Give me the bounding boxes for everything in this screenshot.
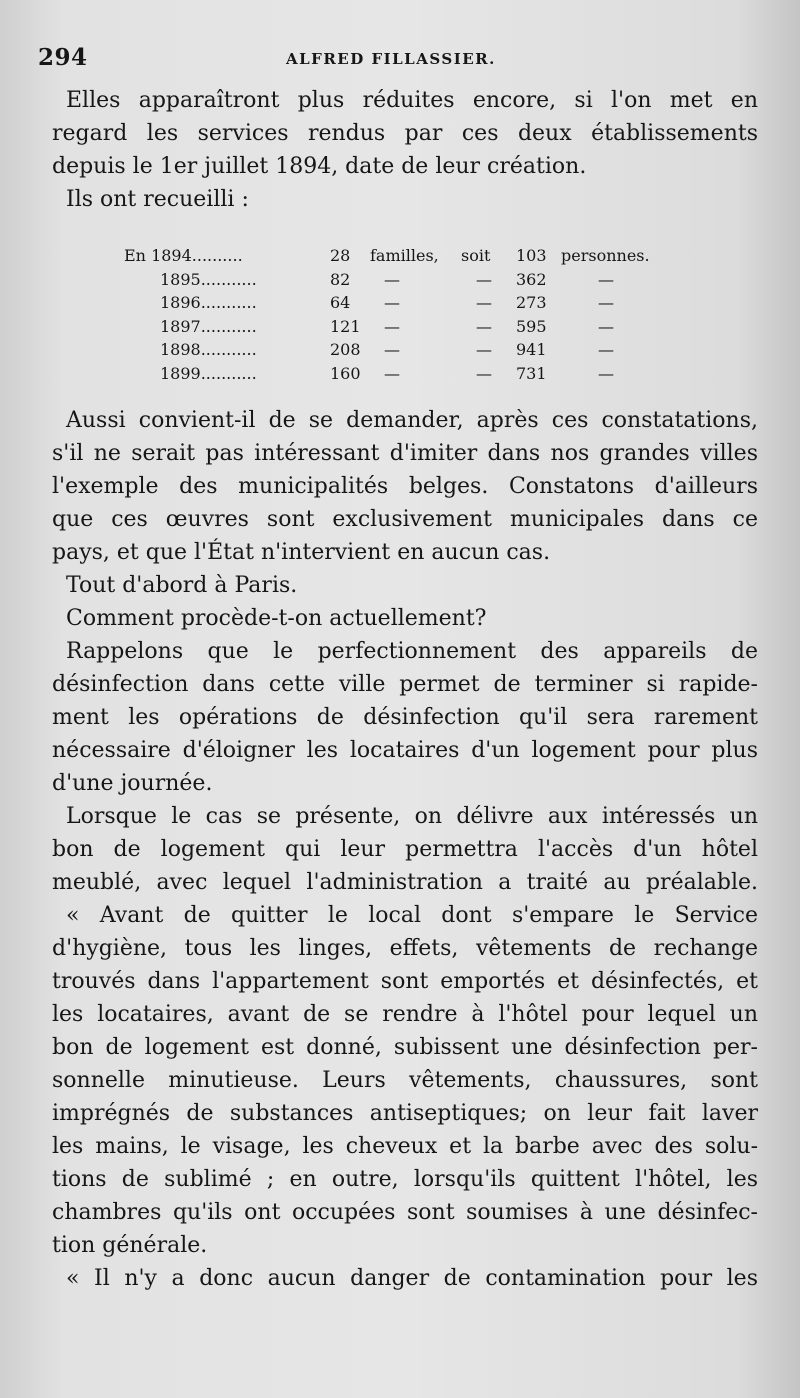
persons-cell: 595 [516,316,547,336]
ditto-mark: — [476,363,492,383]
ditto-mark: — [598,363,614,383]
text-line: ment les opérations de désinfection qu'il sera rarement [52,705,758,730]
text-line: depuis le 1er juillet 1894, date de leur création. [52,154,587,179]
ditto-mark: — [384,293,400,312]
text-line: d'hygiène, tous les linges, effets, vêtements de rechange [52,936,758,961]
body-text [52,404,758,1295]
text-line: Comment procède-t-on actuellement? [66,606,487,631]
page-number: 294 [38,44,88,71]
table-row [124,268,684,292]
ditto-mark: — [384,269,400,289]
ditto-mark: — [476,316,492,336]
ditto-mark: — [598,340,614,359]
families-cell: 160 [330,363,361,383]
persons-cell: 103 [516,246,547,265]
text-line: pays, et que l'État n'intervient en aucun cas. [52,540,551,565]
text-line: Tout d'abord à Paris. [66,573,298,598]
families-cell: 82 [330,269,351,289]
soit-label: soit [461,246,491,265]
ditto-mark: — [384,363,400,383]
year-cell: 1898........... [160,340,257,359]
families-cell: 28 [330,246,351,265]
page-header [38,44,762,74]
text-line: regard les services rendus par ces deux établissements [52,121,758,146]
text-line: nécessaire d'éloigner les locataires d'un logement pour plus [52,738,758,763]
running-head: ALFRED FILLASSIER. [286,50,496,68]
text-line: les mains, le visage, les cheveux et la barbe avec des solu- [52,1134,758,1159]
families-cell: 208 [330,340,361,359]
text-line: les locataires, avant de se rendre à l'hôtel pour lequel un [52,1002,758,1027]
text-line: bon de logement est donné, subissent une désinfection per- [52,1035,758,1060]
statistics-table [124,244,684,385]
text-line: d'une journée. [52,771,213,796]
table-row [124,362,684,386]
families-label: familles, [370,246,439,265]
text-line: tions de sublimé ; en outre, lorsqu'ils quittent l'hôtel, les [52,1167,758,1192]
ditto-mark: — [598,316,614,336]
table-row [124,291,684,315]
persons-cell: 941 [516,340,547,359]
ditto-mark: — [476,269,492,289]
text-line: Elles apparaîtront plus réduites encore, si l'on met en [66,88,758,113]
year-cell: 1897........... [160,316,257,336]
text-line: Aussi convient-il de se demander, après ces constatations, [66,408,758,433]
text-line: Ils ont recueilli : [66,187,249,212]
persons-cell: 273 [516,293,547,312]
text-line: Rappelons que le perfectionnement des appareils de [66,639,758,664]
text-line: tion générale. [52,1233,208,1258]
text-line: « Il n'y a donc aucun danger de contamination pour les [66,1266,758,1291]
text-line: sonnelle minutieuse. Leurs vêtements, chaussures, sont [52,1068,758,1093]
intro-paragraph [52,84,758,216]
year-cell: 1896........... [160,293,257,312]
ditto-mark: — [476,293,492,312]
year-cell: 1899........... [160,363,257,383]
text-line: chambres qu'ils ont occupées sont soumises à une désinfec- [52,1200,758,1225]
ditto-mark: — [384,316,400,336]
text-line: trouvés dans l'appartement sont emportés et désinfectés, et [52,969,758,994]
families-cell: 121 [330,316,361,336]
year-cell: 1895........... [160,269,257,289]
ditto-mark: — [476,340,492,359]
ditto-mark: — [384,340,400,359]
text-line: que ces œuvres sont exclusivement municipales dans ce [52,507,758,532]
table-row [124,338,684,362]
ditto-mark: — [598,269,614,289]
persons-cell: 731 [516,363,547,383]
persons-cell: 362 [516,269,547,289]
text-line: Lorsque le cas se présente, on délivre aux intéressés un [66,804,758,829]
families-cell: 64 [330,293,351,312]
ditto-mark: — [598,293,614,312]
text-line: meublé, avec lequel l'administration a traité au préalable. [52,870,758,895]
text-line: « Avant de quitter le local dont s'empare le Service [66,903,758,928]
text-line: l'exemple des municipalités belges. Constatons d'ailleurs [52,474,758,499]
text-line: désinfection dans cette ville permet de terminer si rapide- [52,672,758,697]
table-row [124,315,684,339]
year-cell: En 1894.......... [124,246,243,265]
persons-label: personnes. [561,246,650,265]
table-row [124,244,684,268]
text-line: imprégnés de substances antiseptiques; on leur fait laver [52,1101,758,1126]
text-line: bon de logement qui leur permettra l'accès d'un hôtel [52,837,758,862]
text-line: s'il ne serait pas intéressant d'imiter dans nos grandes villes [52,441,758,466]
